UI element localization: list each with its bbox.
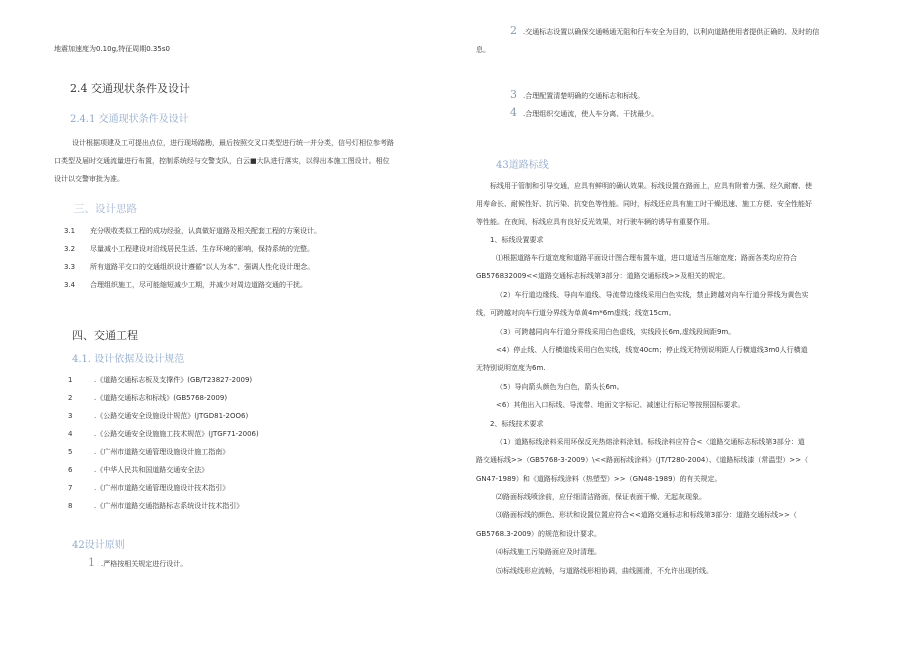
sec241-line-2: 口类型及届时交通流量进行布置，控制系统经与交警支队，白云■大队进行落实，以得出本施工图设计。相位 [54,157,390,165]
req2-title: 2、标线技术要求 [490,420,544,428]
section-4-title: 四、交通工程 [72,329,138,342]
req2-line-7: ⑷标线施工污染路面应及时清理。 [496,548,601,556]
sec3-item-2: 3.2 尽量减小工程建设对沿线居民生活、生存环境的影响，保持系统的完整。 [64,245,314,253]
req2-line-5: ⑶路面标线的颜色、形状和设置位置应符合<<道路交通标志和标线第3部分：道路交通标线>>（ [496,511,797,519]
sec43-line-3: 等性能。在夜间，标线应具有良好反光效果，对行驶车辆的诱导有重要作用。 [476,218,714,226]
spec-item-6: 6 .《中华人民共和国道路交通安全法》 [68,466,209,474]
req1-line-1: ⑴根据道路车行道宽度和道路平面设计图合理布置车道，进口道适当压缩宽度；路面各类均应符合 [496,254,797,262]
req2-line-6: GB5768.3-2009）的规范和设计要求。 [476,530,602,538]
req2-line-8: ⑸标线线形应流畅，与道路线形相协调，曲线圆滑，不允许出现折线。 [496,567,713,575]
sec43-line-2: 用寿命长、耐候性好、抗污染、抗变色等性能。同时，标线还应具有施工时干燥迅速、施工方便、安全性能好 [476,200,812,208]
spec-item-8: 8 .《广州市道路交通指路标志系统设计技术指引》 [68,502,244,510]
sec3-item-1: 3.1 充分吸收类似工程的成功经验，认真做好道路及相关配套工程的方案设计。 [64,227,321,235]
spec-item-5: 5 .《广州市道路交通管理设施设计施工指南》 [68,448,230,456]
principle-item-3: 3 .合理配置清楚明确的交通标志和标线。 [510,88,645,101]
spec-item-3: 3 .《公路交通安全设施设计规范》(JTGD81-2OO6) [68,412,249,420]
section-4-1-title: 4.1. 设计依据及设计规范 [72,354,185,365]
sec43-line-1: 标线用于管制和引导交通，应具有鲜明的确认效果。标线设置在路面上，应具有附着力强、经久耐磨、使 [490,182,812,190]
section-2-4-1-title: 2.4.1 交通现状条件及设计 [70,114,189,125]
req1-line-5: （3）可跨越同向车行道分界线采用白色虚线，实线段长6m,虚线段间距9m。 [496,328,736,336]
req1-line-4: 线，可跨越对向车行道分界线为单黄4m*6m虚线；线宽15cm。 [476,309,676,317]
section-3-title: 三、设计思路 [74,203,137,215]
req2-line-2: 路交通标线>>（GB5768-3-2009）\<<路面标线涂料》（JT/T280-2004）、《道路标线漆（常温型）>>（ [476,456,809,464]
req2-line-3: GN47-1989）和《道路标线涂料（热塑型）>>（GN48-1989）的有关规定。 [476,475,722,483]
section-4-2-title: 42设计原则 [72,540,125,551]
principle-item-2-cont: 息。 [476,46,490,54]
sec3-item-3: 3.3 所有道路平交口的交通组织设计遵循“以人为本”、强调人性化设计理念。 [64,263,315,271]
spec-item-1: 1 .《道路交通标志板及支撑件》(GB/T23827-2009) [68,376,253,384]
req1-line-2: GB576832009<<道路交通标志标线第3部分：道路交通标线>>及相关的规定。 [476,272,730,280]
req1-line-9: <6）其他出入口标线、导流带、地面文字标记、减速让行标记等按照国标要求。 [496,401,745,409]
req1-line-8: （5）导向箭头颜色为白色，箭头长6m。 [496,383,624,391]
spec-item-7: 7 .《广州市道路交通管理设施设计技术指引》 [68,484,230,492]
sec241-line-1: 设计根据项建及工可提出点位，进行现场踏勘，最后按照交叉口类型进行统一并分类，信号灯相位参考路 [72,139,394,147]
req1-title: 1、标线设置要求 [490,236,544,244]
principle-item-4: 4 .合理组织交通流，使人车分离、干扰最少。 [510,106,659,119]
spec-item-4: 4 .《公路交通安全设施施工技术规范》(JTGF71-2006) [68,430,259,438]
sec3-item-4: 3.4 合理组织施工，尽可能缩短减少工期，并减少对周边道路交通的干扰。 [64,281,307,289]
spec-item-2: 2 .《道路交通标志和标线》(GB5768-2009) [68,394,228,402]
seismic-line: 地震加速度为0.10g,特征周期0.35s0 [54,45,170,53]
principle-item-1: 1 .严格按相关规定进行设计。 [88,556,188,569]
req2-line-1: （1）道路标线涂料采用环保反光热熔涂料涂划。标线涂料应符合<〈道路交通标志标线第3部分：道 [496,438,805,446]
section-4-3-title: 43道路标线 [496,160,549,171]
req1-line-7: 无特别说明宽度为6m. [476,364,546,372]
req2-line-4: ⑵路面标线喷涂前，应仔细清洁路面，保证表面干燥、无起灰现象。 [496,493,706,501]
section-2-4-title: 2.4 交通现状条件及设计 [70,82,190,95]
req1-line-6: <4）停止线、人行横道线采用白色实线，线宽40cm；停止线无特别说明距人行横道线3m0人行横道 [496,346,808,354]
principle-item-2: 2 .交通标志设置以确保交通畅通无阻和行车安全为目的，以利向道路使用者提供正确的、及时的信 [510,24,820,37]
sec241-line-3: 设计以交警审批为准。 [54,175,124,183]
req1-line-3: （2）车行道边缘线、导向车道线、导流带边缘线采用白色实线，禁止跨越对向车行道分界线为黄色实 [496,291,809,299]
